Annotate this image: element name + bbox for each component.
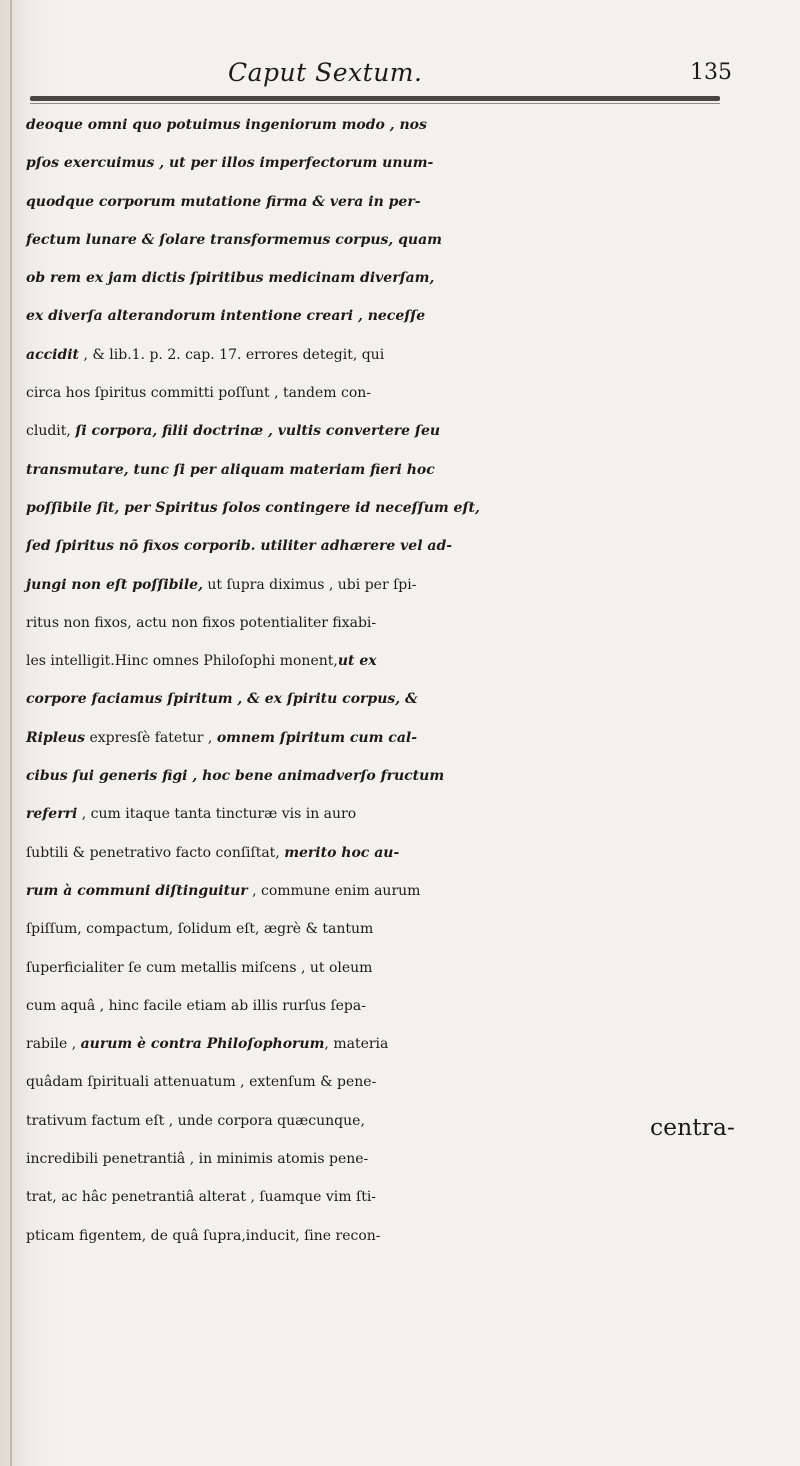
roman-segment: trativum factum eſt , unde corpora quæcunque, [26, 1112, 365, 1129]
italic-segment: transmutare, tunc ſi per aliquam materiam fieri hoc [26, 461, 435, 478]
text-line [26, 1217, 786, 1255]
italic-segment: referri [26, 806, 78, 823]
roman-segment: , & lib.1. p. 2. cap. 17. errores detegit, qui [79, 346, 385, 363]
roman-segment: ſuperficialiter ſe cum metallis miſcens , ut oleum [26, 959, 373, 976]
roman-segment: ſubtili & penetrativo facto conſiſtat, [26, 844, 285, 861]
roman-segment: ritus non fixos, actu non fixos potentialiter fixabi- [26, 614, 377, 631]
text-line [26, 374, 786, 412]
text-line [26, 642, 786, 680]
page-number: 135 [690, 60, 732, 85]
italic-segment: rum à communi diſtinguitur [26, 882, 248, 899]
text-line [26, 949, 786, 987]
text-line [26, 183, 786, 221]
header-rule [30, 96, 720, 101]
italic-segment: ob rem ex jam dictis ſpiritibus medicinam diverſam, [26, 270, 435, 287]
text-line [26, 719, 786, 757]
roman-segment: quâdam ſpirituali attenuatum , extenſum & pene- [26, 1074, 377, 1091]
page-header [0, 58, 800, 98]
roman-segment: , cum itaque tanta tincturæ vis in auro [77, 806, 357, 823]
italic-segment: ſed ſpiritus nō fixos corporib. utiliter adhærere vel ad- [26, 538, 453, 555]
roman-segment: , materia [324, 1036, 389, 1053]
italic-segment: omnem ſpiritum cum cal- [216, 729, 418, 746]
text-line [26, 566, 786, 604]
text-line [26, 451, 786, 489]
body-text [26, 106, 786, 1255]
italic-segment: quodque corporum mutatione firma & vera in per- [26, 193, 421, 210]
roman-segment: trat, ac hâc penetrantiâ alterat , ſuamque vim ſti- [26, 1189, 377, 1206]
italic-segment: accidit [26, 346, 80, 363]
italic-segment: ut ex [337, 653, 377, 670]
text-line [26, 1178, 786, 1216]
italic-segment: cibus ſui generis figi , hoc bene animadverſo fructum [26, 768, 445, 785]
roman-segment: pticam figentem, de quâ ſupra,inducit, ſine recon- [26, 1227, 381, 1244]
text-line [26, 680, 786, 718]
italic-segment: merito hoc au- [284, 844, 400, 861]
text-line [26, 144, 786, 182]
text-line [26, 259, 786, 297]
text-line [26, 489, 786, 527]
italic-segment: ex diverſa alterandorum intentione creari , neceſſe [26, 308, 426, 325]
text-line [26, 1063, 786, 1101]
italic-segment: corpore faciamus ſpiritum , & ex ſpiritu corpus, & [26, 691, 418, 708]
roman-segment: circa hos ſpiritus committi poſſunt , tandem con- [26, 385, 372, 402]
text-line [26, 910, 786, 948]
running-head: Caput Sextum. [228, 58, 423, 87]
italic-segment: jungi non eſt poſſibile, [26, 576, 203, 593]
text-line [26, 872, 786, 910]
text-line [26, 604, 786, 642]
text-line [26, 834, 786, 872]
italic-segment: fectum lunare & ſolare transformemus corpus, quam [26, 231, 442, 248]
page-gutter [10, 0, 12, 1466]
text-line [26, 987, 786, 1025]
italic-segment: poſſibile ſit, per Spiritus ſolos contingere id neceſſum eſt, [26, 499, 480, 516]
text-line [26, 412, 786, 450]
italic-segment: ſi corpora, filii doctrinæ , vultis convertere ſeu [75, 423, 441, 440]
text-line [26, 1025, 786, 1063]
italic-segment: aurum è contra Philoſophorum [80, 1036, 325, 1053]
text-line [26, 757, 786, 795]
text-line [26, 106, 786, 144]
roman-segment: ſpiſſum, compactum, ſolidum eſt, ægrè & tantum [26, 921, 374, 938]
roman-segment: rabile , [26, 1036, 81, 1053]
roman-segment: expresſè fatetur , [85, 729, 217, 746]
roman-segment: ut ſupra diximus , ubi per ſpi- [202, 576, 417, 593]
text-line [26, 221, 786, 259]
text-line [26, 336, 786, 374]
text-line [26, 527, 786, 565]
italic-segment: deoque omni quo potuimus ingeniorum modo , nos [26, 117, 427, 133]
roman-segment: cum aquâ , hinc facile etiam ab illis rurſus ſepa- [26, 997, 366, 1014]
text-line [26, 297, 786, 335]
text-line [26, 795, 786, 833]
roman-segment: , commune enim aurum [247, 882, 421, 899]
roman-segment: cludit, [26, 423, 76, 440]
italic-segment: pſos exercuimus , ut per illos imperfectorum unum- [26, 155, 434, 172]
roman-segment: incredibili penetrantiâ , in minimis atomis pene- [26, 1151, 369, 1168]
roman-segment: les intelligit.Hinc omnes Philoſophi monent, [26, 653, 338, 670]
italic-segment: Ripleus [26, 729, 86, 746]
catchword: centra- [650, 1113, 735, 1141]
header-rule-thin [30, 103, 720, 104]
